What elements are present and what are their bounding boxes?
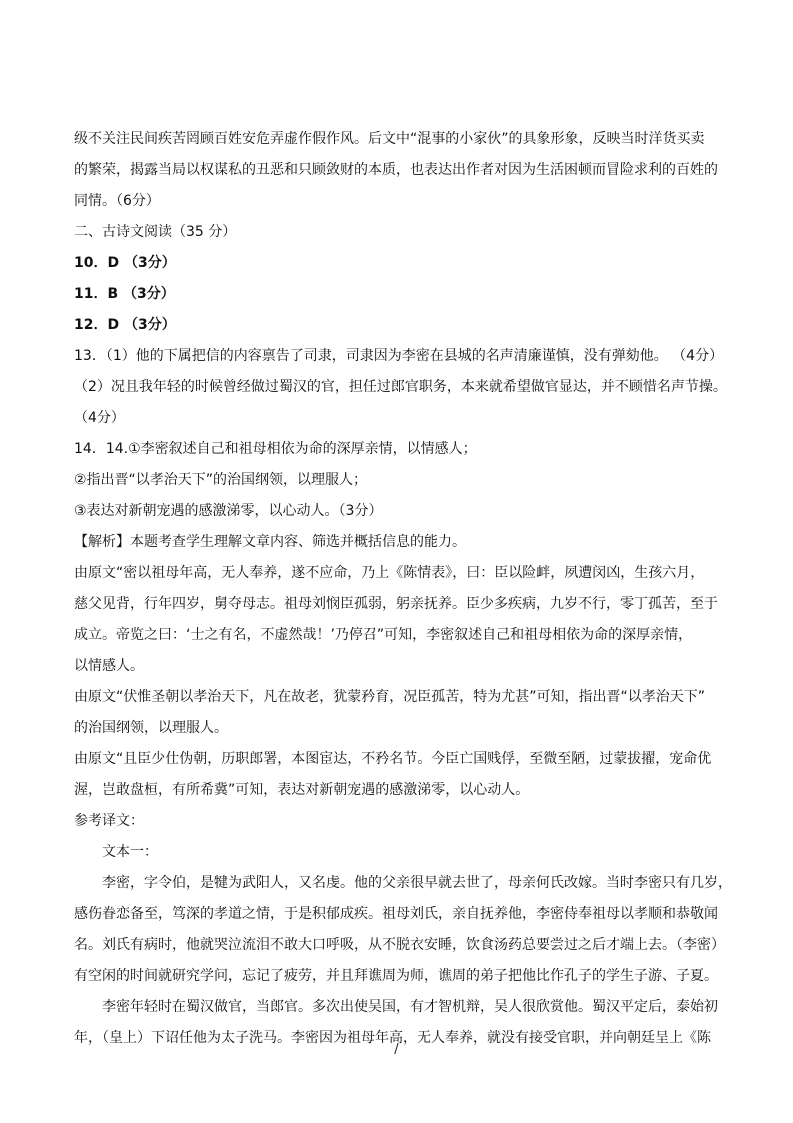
text-line: ②指出晋“以孝治天下”的治国纲领，以理服人； bbox=[74, 472, 368, 488]
text-line: 渥，岂敢盘桓，有所希冀”可知，表达对新朝宠遇的感激涕零，以心动人。 bbox=[74, 782, 530, 798]
text-line: 以情感人。 bbox=[74, 658, 144, 674]
text-line: 年，（皇上）下诏任他为太子洗马。李密因为祖母年高，无人奉养，就没有接受官职，并向朝廷呈上《陈 bbox=[74, 1030, 711, 1046]
text-line: （4分） bbox=[74, 410, 125, 426]
text-line: 由原文“密以祖母年高，无人奉养，遂不应命，乃上《陈情表》，曰：臣以险衅，夙遭闵凶，生孩六月， bbox=[74, 565, 705, 581]
document-body bbox=[74, 124, 732, 1054]
text-line: 慈父见背，行年四岁，舅夺母志。祖母刘悯臣孤弱，躬亲抚养。臣少多疾病，九岁不行，零丁孤苦，至于 bbox=[74, 596, 718, 612]
text-line: 14．14.①李密叙述自己和祖母相依为命的深厚亲情，以情感人； bbox=[74, 441, 477, 457]
text-line: 二、古诗文阅读（35 分） bbox=[74, 224, 237, 240]
text-line: 11．B （3分） bbox=[74, 286, 175, 302]
text-line: 同情。（6分） bbox=[74, 193, 160, 209]
text-line: 名。刘氏有病时，他就哭泣流泪不敢大口呼吸，从不脱衣安睡，饮食汤药总要尝过之后才端上去。（李密） bbox=[74, 937, 725, 953]
text-line: 参考译文： bbox=[74, 813, 144, 829]
text-line: （2）况且我年轻的时候曾经做过蜀汉的官，担任过郎官职务，本来就希望做官显达，并不顾惜名声节操。 bbox=[74, 379, 727, 395]
text-line: 10．D （3分） bbox=[74, 255, 176, 271]
text-line: 由原文“伏惟圣朝以孝治天下，凡在故老，犹蒙矜育，况臣孤苦，特为尤甚”可知，指出晋“以孝治天下” bbox=[74, 689, 706, 705]
text-line: 有空闲的时间就研究学问，忘记了疲劳，并且拜谯周为师，谯周的弟子把他比作孔子的学生子游、子夏。 bbox=[74, 968, 718, 984]
text-line: 13．（1）他的下属把信的内容禀告了司隶，司隶因为李密在县城的名声清廉谨慎，没有弹劾他。 （4分） bbox=[74, 348, 724, 364]
text-line: 【解析】本题考查学生理解文章内容、筛选并概括信息的能力。 bbox=[74, 534, 466, 550]
text-line: 李密，字令伯，是犍为武阳人，又名虔。他的父亲很早就去世了，母亲何氏改嫁。当时李密只有几岁， bbox=[102, 875, 732, 891]
page-footer: / bbox=[394, 1042, 399, 1057]
text-line: 12．D （3分） bbox=[74, 317, 176, 333]
text-line: 级不关注民间疾苦罔顾百姓安危弄虚作假作风。后文中“混事的小家伙”的具象形象，反映当时洋货买卖 bbox=[74, 131, 705, 147]
text-line: 的繁荣，揭露当局以权谋私的丑恶和只顾敛财的本质，也表达出作者对因为生活困顿而冒险求利的百姓的 bbox=[74, 162, 718, 178]
text-line: 成立。帝览之曰：‘士之有名，不虚然哉！’乃停召”可知，李密叙述自己和祖母相依为命的深厚亲情， bbox=[74, 627, 693, 643]
text-line: 由原文“且臣少仕伪朝，历职郎署，本图宦达，不矜名节。今臣亡国贱俘，至微至陋，过蒙拔擢，宠命优 bbox=[74, 751, 712, 767]
text-line: 文本一： bbox=[102, 844, 158, 860]
text-line: ③表达对新朝宠遇的感激涕零，以心动人。（3分） bbox=[74, 503, 383, 519]
text-line: 李密年轻时在蜀汉做官，当郎官。多次出使吴国，有才智机辩，吴人很欣赏他。蜀汉平定后，泰始初 bbox=[102, 999, 718, 1015]
text-line: 的治国纲领，以理服人。 bbox=[74, 720, 228, 736]
text-line: 感伤眷恋备至，笃深的孝道之情，于是积郁成疾。祖母刘氏，亲自抚养他，李密侍奉祖母以孝顺和恭敬闻 bbox=[74, 906, 718, 922]
